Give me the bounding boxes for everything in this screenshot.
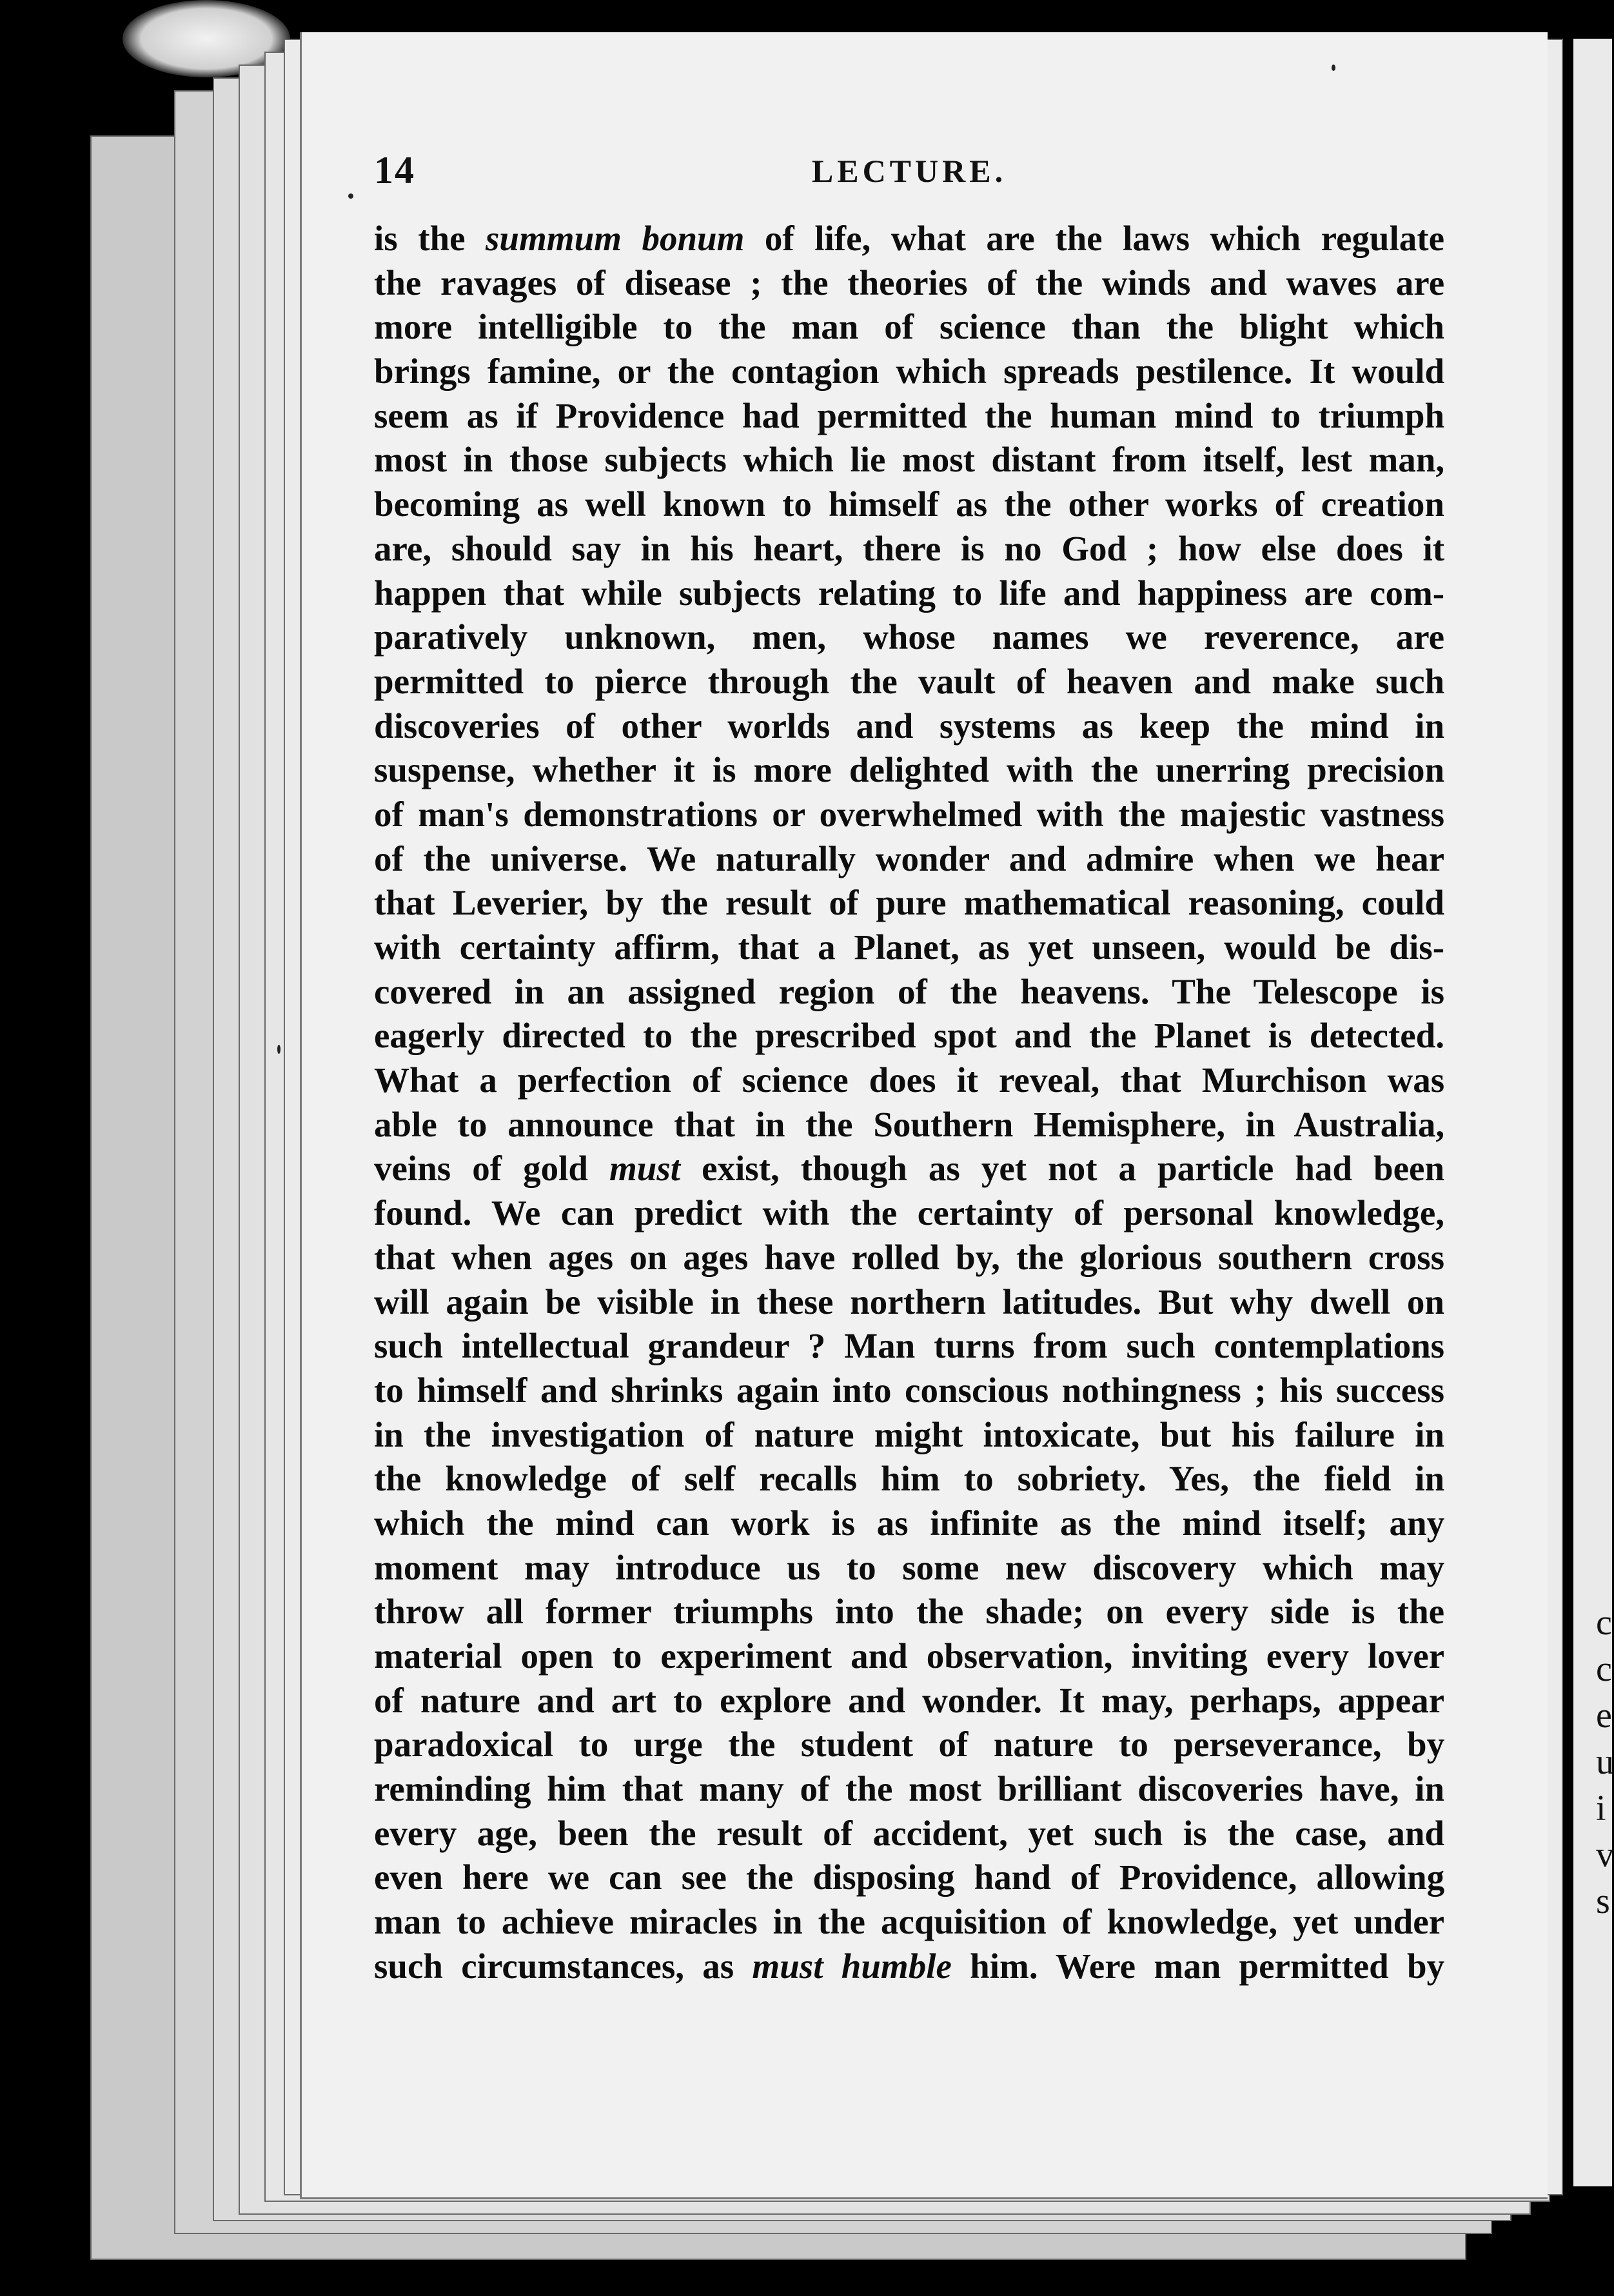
body-text [374, 217, 1444, 1989]
text-line: is the summum bonum of life, what are the laws which regulate [374, 219, 1445, 258]
text-line: that when ages on ages have rolled by, the glorious southern cross [374, 1237, 1445, 1277]
text-line: seem as if Providence had permitted the human mind to triumph [374, 395, 1445, 435]
text-line: veins of gold must exist, though as yet not a particle had been [374, 1149, 1445, 1189]
facing-page-letters [1596, 1599, 1612, 1925]
text-line: material open to experiment and observation, inviting every lover [374, 1636, 1445, 1676]
text-line: to himself and shrinks again into conscious nothingness ; his success [374, 1370, 1445, 1410]
facing-letter: c [1596, 1603, 1612, 1643]
facing-letter: s [1596, 1881, 1610, 1921]
text-line: with certainty affirm, that a Planet, as yet unseen, would be dis- [374, 927, 1445, 967]
text-line: throw all former triumphs into the shade; on every side is the [374, 1592, 1445, 1632]
facing-letter: i [1596, 1788, 1606, 1828]
text-line: happen that while subjects relating to life and happiness are com- [374, 573, 1445, 613]
facing-letter: e [1596, 1696, 1612, 1736]
text-line: suspense, whether it is more delighted with the unerring precision [374, 750, 1445, 790]
running-head [374, 148, 1444, 200]
text-line: such intellectual grandeur ? Man turns from such contemplations [374, 1326, 1445, 1366]
text-line: most in those subjects which lie most distant from itself, lest man, [374, 440, 1445, 480]
text-line: man to achieve miracles in the acquisition of knowledge, yet under [374, 1902, 1445, 1942]
text-line: becoming as well known to himself as the other works of creation [374, 484, 1445, 524]
facing-letter: c [1596, 1649, 1612, 1689]
text-line: permitted to pierce through the vault of heaven and make such [374, 661, 1445, 701]
text-line: moment may introduce us to some new discovery which may [374, 1547, 1445, 1587]
text-line: of man's demonstrations or overwhelmed with the majestic vastness [374, 794, 1445, 834]
text-line: brings famine, or the contagion which spreads pestilence. It would [374, 351, 1445, 391]
speck [348, 193, 353, 199]
text-line: which the mind can work is as infinite as the mind itself; any [374, 1503, 1445, 1543]
text-line: that Leverier, by the result of pure mathematical reasoning, could [374, 883, 1444, 923]
text-line: found. We can predict with the certainty of personal knowledge, [374, 1193, 1445, 1233]
text-line: covered in an assigned region of the heavens. The Telescope is [374, 971, 1445, 1011]
text-line: of nature and art to explore and wonder. It may, perhaps, appear [374, 1680, 1445, 1720]
text-line: the knowledge of self recalls him to sobriety. Yes, the field in [374, 1459, 1445, 1499]
text-line: eagerly directed to the prescribed spot and the Planet is detected. [374, 1016, 1444, 1056]
facing-letter: u [1596, 1742, 1614, 1782]
text-line: What a perfection of science does it reveal, that Murchison was [374, 1060, 1445, 1100]
text-line: even here we can see the disposing hand of Providence, allowing [374, 1857, 1445, 1897]
text-line: paratively unknown, men, whose names we reverence, are [374, 617, 1445, 657]
text-line: every age, been the result of accident, yet such is the case, and [374, 1813, 1444, 1853]
text-line: in the investigation of nature might intoxicate, but his failure in [374, 1414, 1445, 1454]
text-line: more intelligible to the man of science than the blight which [374, 307, 1445, 347]
text-line: paradoxical to urge the student of nature to perseverance, by [374, 1725, 1445, 1765]
speck [1332, 64, 1335, 71]
text-line: will again be visible in these northern latitudes. But why dwell on [374, 1282, 1444, 1321]
running-title: LECTURE. [811, 153, 1007, 189]
text-line: the ravages of disease ; the theories of the winds and waves are [374, 262, 1445, 302]
text-line: reminding him that many of the most brilliant discoveries have, in [374, 1769, 1445, 1809]
text-line: such circumstances, as must humble him. Were man permitted by [374, 1946, 1445, 1986]
page-number: 14 [374, 149, 415, 192]
text-line: discoveries of other worlds and systems as keep the mind in [374, 706, 1445, 746]
facing-letter: v [1596, 1835, 1614, 1875]
text-line: are, should say in his heart, there is no God ; how else does it [374, 528, 1445, 568]
speck [277, 1045, 280, 1054]
text-line: able to announce that in the Southern Hemisphere, in Australia, [374, 1104, 1445, 1144]
text-line: of the universe. We naturally wonder and admire when we hear [374, 838, 1445, 878]
